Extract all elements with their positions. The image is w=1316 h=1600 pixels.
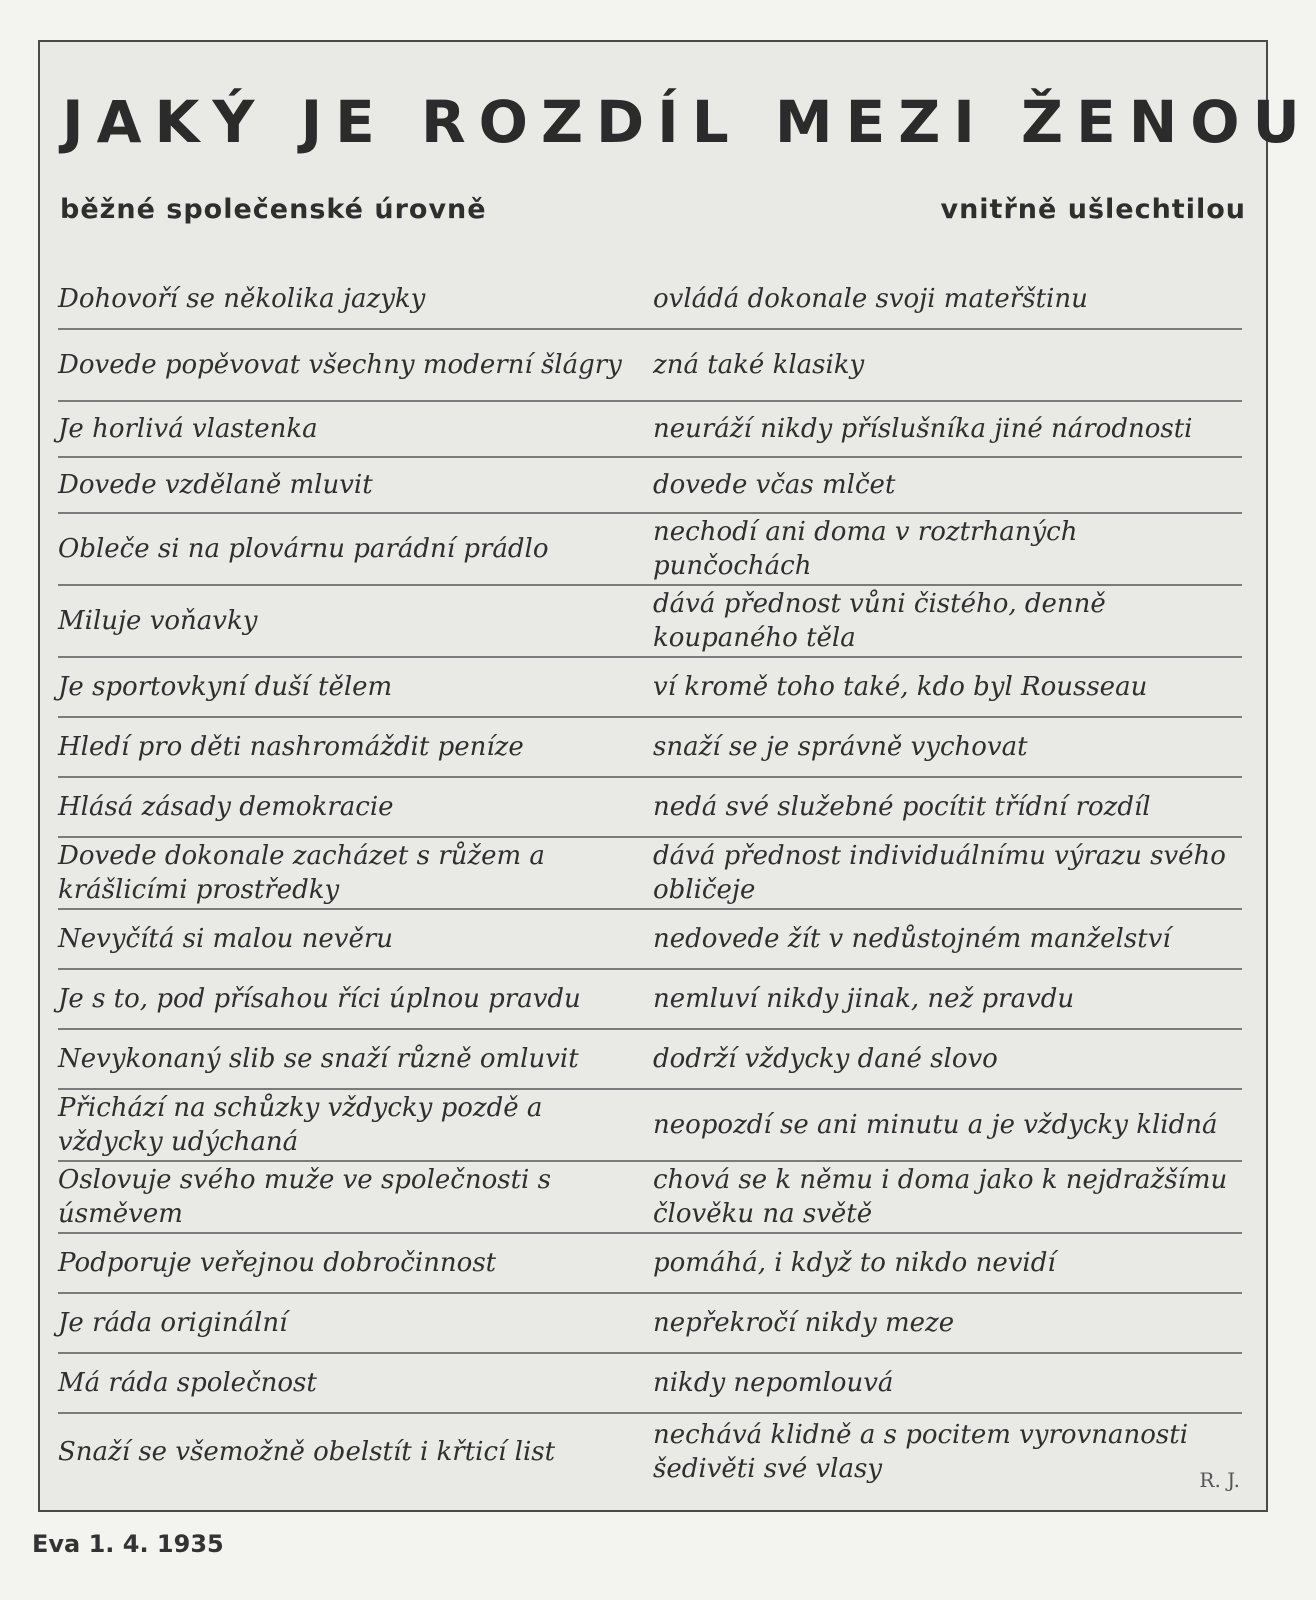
left-cell: Nevykonaný slib se snaží různě omluvit [58,1044,579,1074]
table-row [58,1234,1242,1294]
table-row [58,718,1242,778]
left-cell: Dovede vzdělaně mluvit [58,470,373,500]
left-cell: Je horlivá vlastenka [58,414,318,444]
right-cell: zná také klasiky [653,350,865,380]
right-cell: ovládá dokonale svoji mateřštinu [653,284,1088,314]
left-cell: Je sportovkyní duší tělem [58,672,393,702]
table-row [58,514,1242,586]
left-cell: Přichází na schůzky vždycky pozdě a vždycky udýchaná [58,1093,543,1157]
right-cell: ví kromě toho také, kdo byl Rousseau [653,672,1148,702]
article-frame [38,40,1313,1512]
table-row [58,1414,1242,1490]
left-cell: Hledí pro děti nashromáždit peníze [58,732,524,762]
column-heading-left: běžné společenské úrovně [60,194,487,225]
left-cell: Dohovoří se několika jazyky [58,284,426,314]
table-row [58,778,1242,838]
table-row [58,402,1242,458]
table-row [58,838,1242,910]
right-cell: dává přednost individuálnímu výrazu svého obličeje [653,841,1226,905]
right-cell: nikdy nepomlouvá [653,1368,894,1398]
author-initials: R. J. [1199,1468,1240,1492]
table-row [58,270,1242,330]
right-cell: nedá své služebné pocítit třídní rozdíl [653,792,1151,822]
table-row [58,1354,1242,1414]
table-row [58,458,1242,514]
table-row [58,910,1242,970]
table-row [58,1294,1242,1354]
table-row [58,586,1242,658]
right-cell: dodrží vždycky dané slovo [653,1044,998,1074]
right-cell: nedovede žít v nedůstojném manželství [653,924,1171,954]
right-cell: chová se k němu i doma jako k nejdražšímu člověku na světě [653,1165,1228,1229]
left-cell: Je ráda originální [58,1308,288,1338]
left-cell: Dovede dokonale zacházet s růžem a krášlicími prostředky [58,841,545,905]
right-cell: dává přednost vůni čistého, denně koupaného těla [653,589,1106,653]
right-cell: neuráží nikdy příslušníka jiné národnosti [653,414,1193,444]
left-cell: Obleče si na plovárnu parádní prádlo [58,534,549,564]
table-row [58,658,1242,718]
left-cell: Dovede popěvovat všechny moderní šlágry [58,350,622,380]
left-cell: Nevyčítá si malou nevěru [58,924,394,954]
table-row [58,330,1242,402]
left-cell: Miluje voňavky [58,606,258,636]
right-cell: nechodí ani doma v roztrhaných punčochách [653,517,1078,581]
right-cell: dovede včas mlčet [653,470,896,500]
table-row [58,1090,1242,1162]
table-row [58,1162,1242,1234]
right-cell: nepřekročí nikdy meze [653,1308,955,1338]
table-row [58,970,1242,1030]
left-cell: Podporuje veřejnou dobročinnost [58,1248,497,1278]
comparison-table [58,270,1242,1490]
column-heading-right: vnitřně ušlechtilou [940,194,1246,225]
left-cell: Hlásá zásady demokracie [58,792,394,822]
right-cell: neopozdí se ani minutu a je vždycky klidná [653,1110,1218,1140]
table-row [58,1030,1242,1090]
left-cell: Je s to, pod přísahou říci úplnou pravdu [58,984,581,1014]
right-cell: nechává klidně a s pocitem vyrovnanosti šedivěti své vlasy [653,1420,1189,1484]
article-title: JAKÝ JE ROZDÍL MEZI ŽENOU [62,88,1313,156]
source-citation: Eva 1. 4. 1935 [32,1530,224,1558]
right-cell: snaží se je správně vychovat [653,732,1028,762]
right-cell: pomáhá, i když to nikdo nevidí [653,1248,1056,1278]
left-cell: Snaží se všemožně obelstít i křticí list [58,1437,556,1467]
right-cell: nemluví nikdy jinak, než pravdu [653,984,1075,1014]
left-cell: Oslovuje svého muže ve společnosti s úsměvem [58,1165,551,1229]
left-cell: Má ráda společnost [58,1368,317,1398]
